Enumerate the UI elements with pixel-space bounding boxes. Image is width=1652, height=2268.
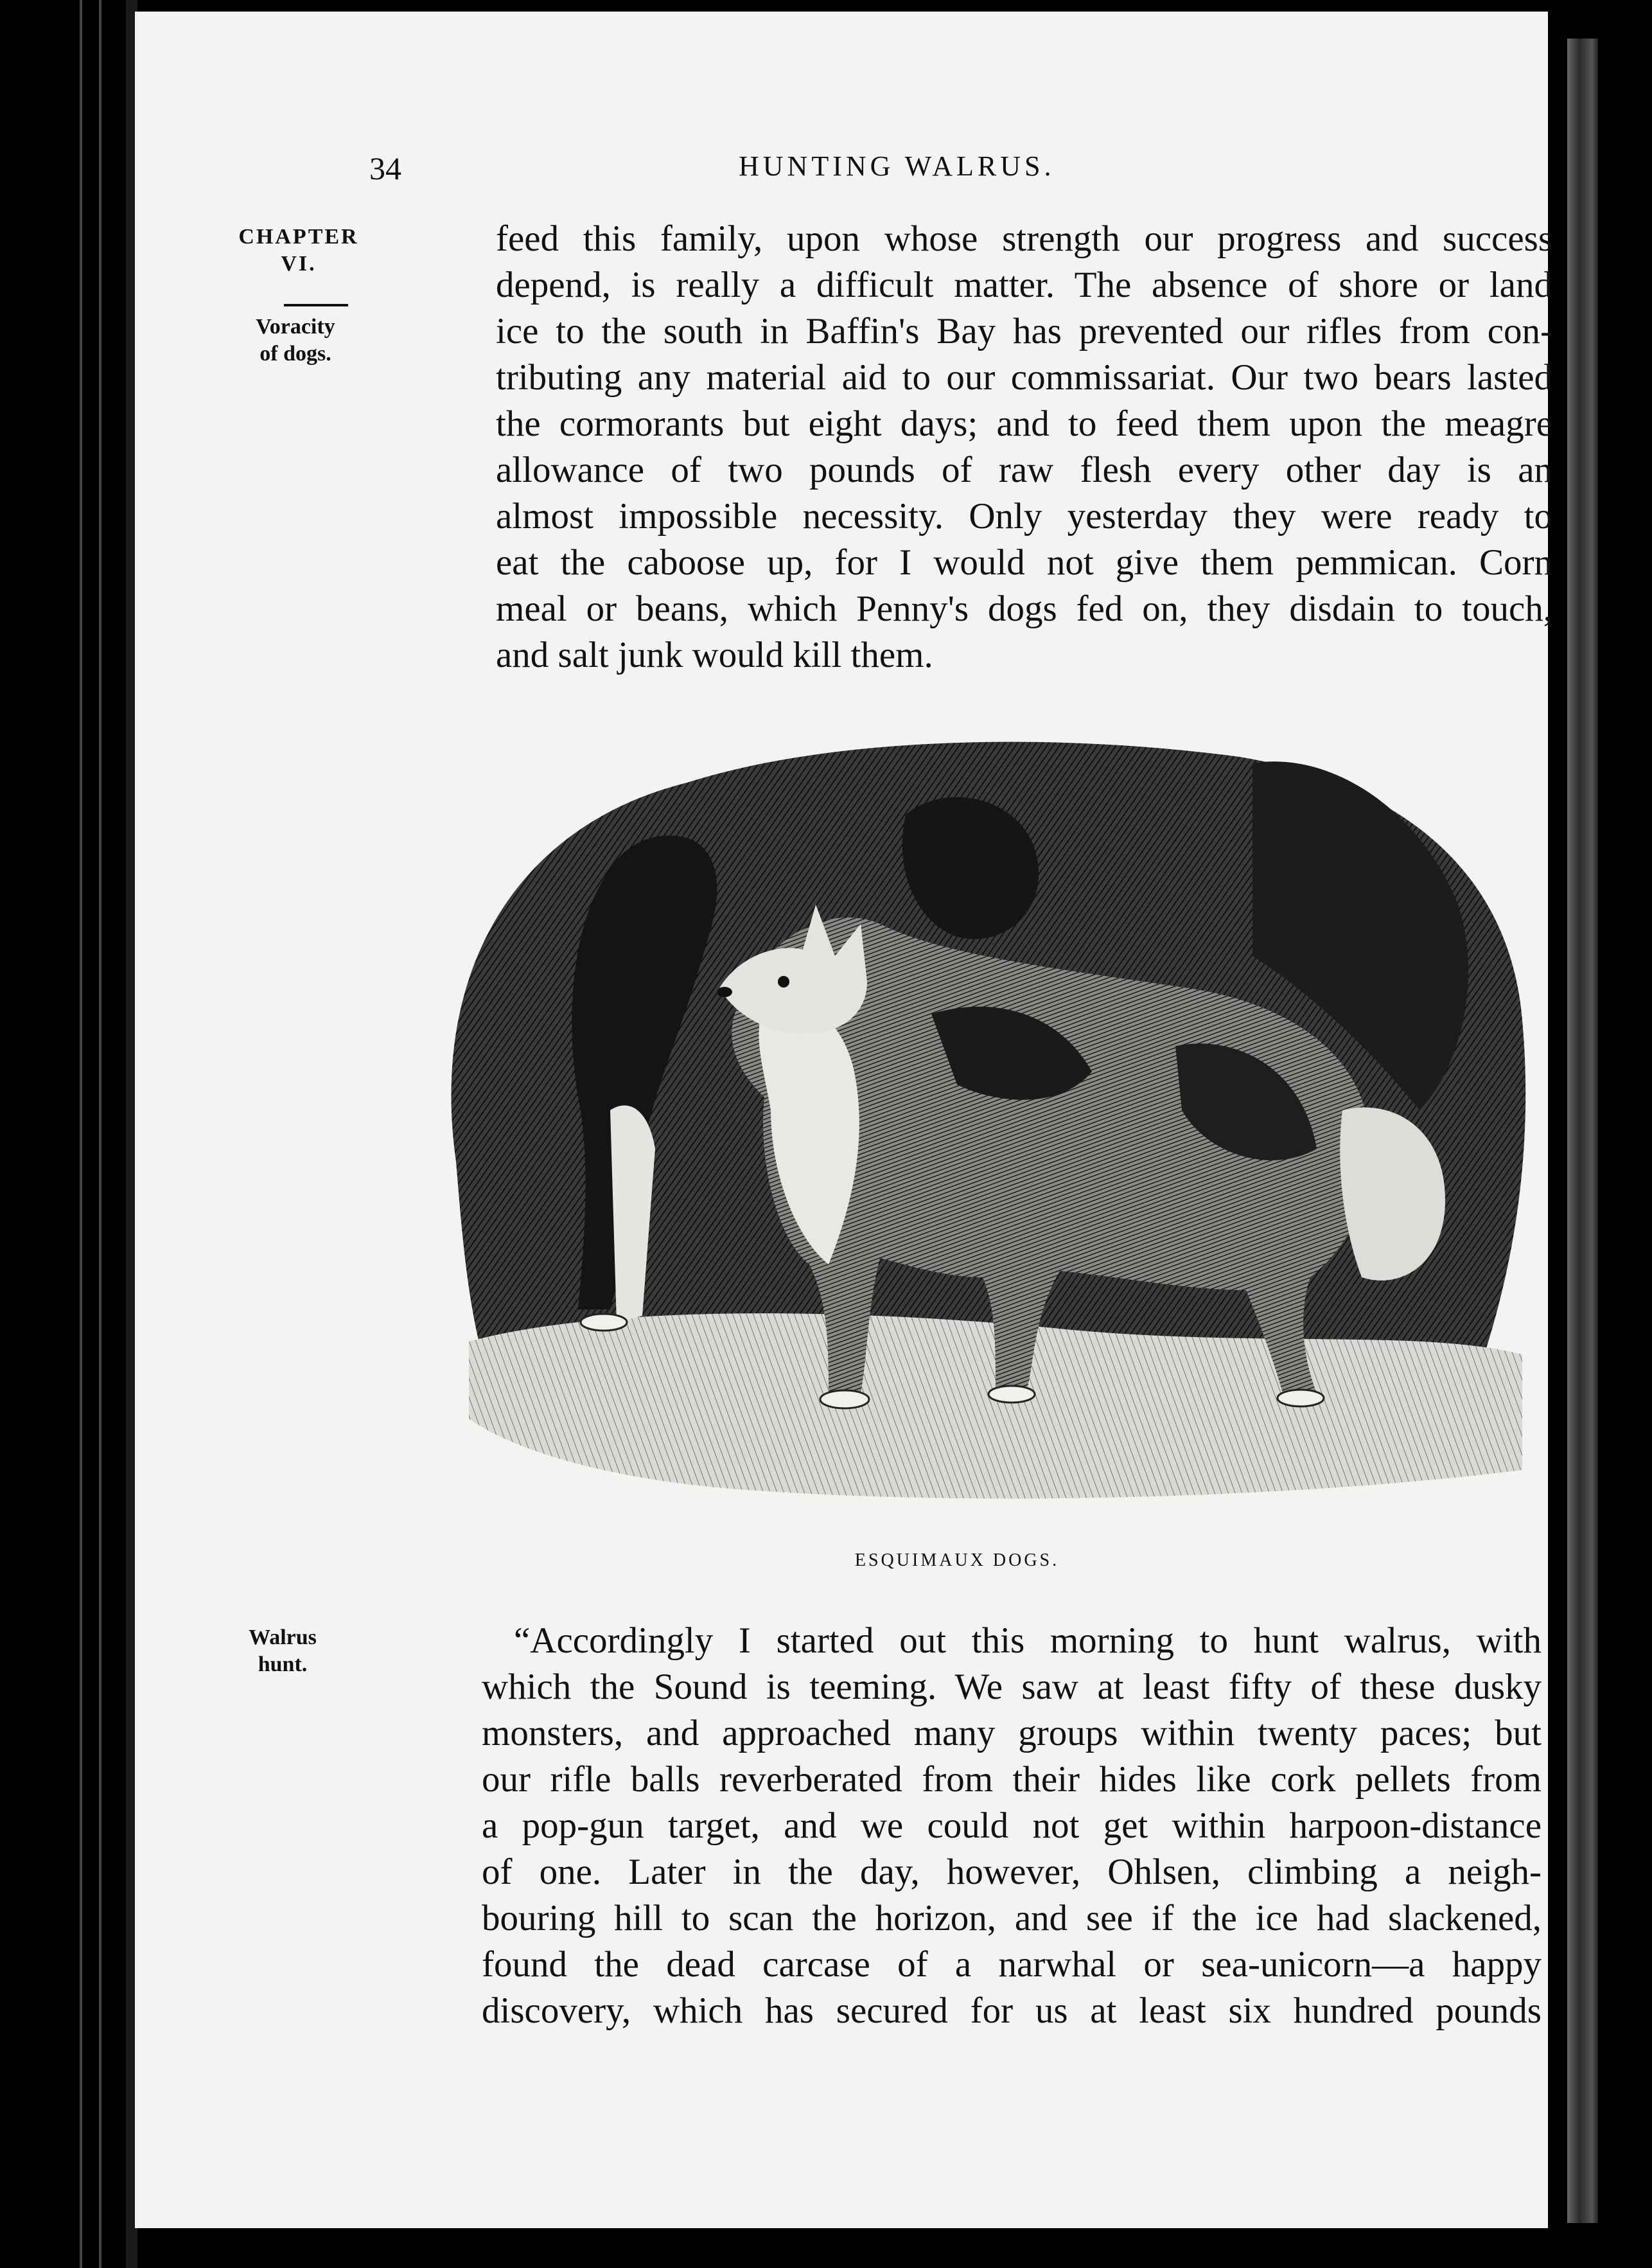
text-line: which the Sound is teeming. We saw at least fifty of these dusky bbox=[482, 1667, 1542, 1707]
text-line: allowance of two pounds of raw flesh every other day is an bbox=[496, 450, 1552, 490]
text-line: eat the caboose up, for I would not give them pemmican. Corn bbox=[496, 542, 1552, 583]
text-line: meal or beans, which Penny's dogs fed on, they disdain to touch, bbox=[496, 589, 1552, 629]
text-line: bouring hill to scan the horizon, and see if the ice had slackened, bbox=[482, 1898, 1542, 1938]
esquimaux-dogs-engraving bbox=[417, 712, 1548, 1547]
sidenote-line: Voracity bbox=[256, 315, 335, 339]
running-title: HUNTING WALRUS. bbox=[739, 150, 1055, 182]
paragraph-2 bbox=[482, 1618, 1542, 2034]
text-line: found the dead carcase of a narwhal or sea-unicorn—a happy bbox=[482, 1944, 1542, 1985]
text-line: the cormorants but eight days; and to feed them upon the meagre bbox=[496, 403, 1552, 444]
text-line: discovery, which has secured for us at least six hundred pounds bbox=[482, 1990, 1542, 2031]
text-line: feed this family, upon whose strength our progress and success bbox=[496, 218, 1552, 259]
chapter-label bbox=[231, 224, 366, 278]
chapter-word: CHAPTER bbox=[238, 225, 359, 249]
illustration-caption: ESQUIMAUX DOGS. bbox=[854, 1550, 1060, 1570]
paragraph-1 bbox=[496, 216, 1552, 678]
text-line: our rifle balls reverberated from their hides like cork pellets from bbox=[482, 1759, 1542, 1800]
text-line: of one. Later in the day, however, Ohlsen, climbing a neigh- bbox=[482, 1852, 1542, 1892]
text-line: ice to the south in Baffin's Bay has prevented our rifles from con- bbox=[496, 311, 1552, 351]
text-line: and salt junk would kill them. bbox=[496, 635, 933, 675]
text-line: almost impossible necessity. Only yesterday they were ready to bbox=[496, 496, 1552, 536]
sidenote-line: Walrus bbox=[249, 1626, 317, 1649]
text-line: “Accordingly I started out this morning to hunt walrus, with bbox=[514, 1620, 1542, 1661]
text-line: monsters, and approached many groups within twenty paces; but bbox=[482, 1713, 1542, 1753]
sidenote-line: hunt. bbox=[258, 1652, 308, 1676]
sidenote-voracity bbox=[231, 314, 360, 368]
text-line: a pop-gun target, and we could not get within harpoon-distance bbox=[482, 1805, 1542, 1846]
adjacent-page-strip bbox=[1567, 39, 1598, 2223]
sidenote-line: of dogs. bbox=[259, 342, 331, 366]
text-line: depend, is really a difficult matter. The absence of shore or land bbox=[496, 265, 1552, 305]
text-line: tributing any material aid to our commissariat. Our two bears lasted bbox=[496, 357, 1552, 398]
chapter-number: VI. bbox=[281, 252, 317, 276]
sidenote-walrus-hunt bbox=[218, 1624, 347, 1678]
page-number: 34 bbox=[369, 150, 401, 186]
book-gutter bbox=[71, 0, 116, 2268]
book-page bbox=[135, 12, 1552, 2228]
right-page-edge bbox=[1545, 0, 1652, 2268]
chapter-rule bbox=[284, 304, 348, 306]
